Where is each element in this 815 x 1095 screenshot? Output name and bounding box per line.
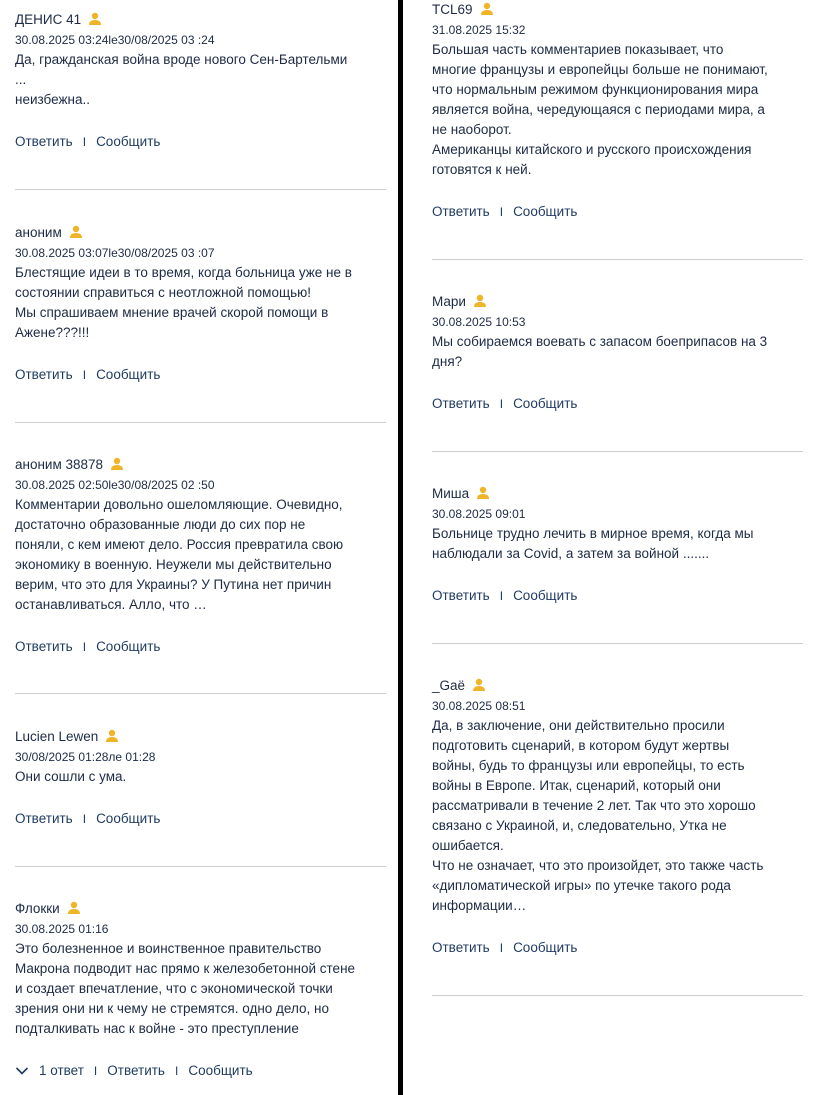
comment-author[interactable]: ДЕНИС 41 xyxy=(15,11,82,27)
user-icon xyxy=(473,294,487,308)
actions-separator: I xyxy=(174,1063,179,1078)
report-link[interactable]: Сообщить xyxy=(513,204,578,219)
reply-link[interactable]: Ответить xyxy=(432,588,490,603)
comment-text: Комментарии довольно ошеломляющие. Очевидно, достаточно образованные люди до сих пор не поняли, с кем имеют дело. Россия превратила свою экономику в военную. Неужели мы действительно верим, что это для Украины? У Путина нет причин останавливаться. Алло, что … xyxy=(15,497,344,612)
actions-separator: I xyxy=(499,588,504,603)
user-icon xyxy=(472,678,486,692)
comment-author[interactable]: аноним xyxy=(15,224,62,240)
comment-date: 31.08.2025 15:32 xyxy=(432,23,526,37)
comment xyxy=(432,292,804,372)
column-divider xyxy=(398,0,403,1095)
reply-link[interactable]: Ответить xyxy=(15,639,73,654)
comment-text: Они сошли с ума. xyxy=(15,769,127,784)
actions-separator: I xyxy=(499,940,504,955)
comment-divider xyxy=(432,451,803,452)
comment xyxy=(15,455,387,615)
actions-separator: I xyxy=(82,134,87,149)
comment-divider xyxy=(15,422,386,423)
actions-separator: I xyxy=(499,396,504,411)
reply-link[interactable]: Ответить xyxy=(15,134,73,149)
user-icon xyxy=(69,225,83,239)
comment-actions xyxy=(432,940,577,955)
comment-date: 30.08.2025 03:07le30/08/2025 03 :07 xyxy=(15,246,215,260)
chevron-down-icon[interactable] xyxy=(15,1066,29,1076)
comment xyxy=(432,676,804,916)
reply-link[interactable]: Ответить xyxy=(432,940,490,955)
comment-date: 30.08.2025 08:51 xyxy=(432,699,526,713)
comment-author[interactable]: Lucien Lewen xyxy=(15,728,99,744)
comment-author[interactable]: TCL69 xyxy=(432,1,473,17)
comment-actions xyxy=(15,134,160,149)
report-link[interactable]: Сообщить xyxy=(96,811,161,826)
report-link[interactable]: Сообщить xyxy=(96,639,161,654)
comment xyxy=(15,899,387,1039)
user-icon xyxy=(476,486,490,500)
reply-link[interactable]: Ответить xyxy=(432,396,490,411)
comment xyxy=(432,0,804,180)
comment-date: 30/08/2025 01:28ле 01:28 xyxy=(15,750,156,764)
comment-actions xyxy=(432,588,577,603)
reply-link[interactable]: Ответить xyxy=(107,1063,165,1078)
comment-date: 30.08.2025 03:24le30/08/2025 03 :24 xyxy=(15,33,215,47)
comment xyxy=(432,484,804,564)
comment-date: 30.08.2025 10:53 xyxy=(432,315,526,329)
report-link[interactable]: Сообщить xyxy=(188,1063,253,1078)
comment-actions xyxy=(432,396,577,411)
comment-actions xyxy=(15,1063,253,1078)
comment-author[interactable]: Миша xyxy=(432,485,470,501)
comment-text: Да, в заключение, они действительно просили подготовить сценарий, в котором будут жертвы войны, будь то французы или европейцы, то есть войны в Европе. Итак, сценарий, который они рассматривали в течение 2 лет. Так что это хорошо связано с Украиной, и, следовательно, Утка не ошибается. Что не означает, что это произойдет, это также часть «дипломатической игры» по утечке такого рода информации… xyxy=(432,718,764,913)
comment-author[interactable]: Флокки xyxy=(15,900,60,916)
reply-link[interactable]: Ответить xyxy=(432,204,490,219)
comment-text: Это болезненное и воинственное правительство Макрона подводит нас прямо к железобетонной стене и создает впечатление, что с экономической точки зрения они ни к чему не стремятся. одно дело, но подталкивать нас к войне - это преступление xyxy=(15,941,356,1036)
comment-actions xyxy=(15,639,160,654)
actions-separator: I xyxy=(82,639,87,654)
comment-actions xyxy=(15,367,160,382)
reply-link[interactable]: Ответить xyxy=(15,367,73,382)
comment-author[interactable]: _Gaë xyxy=(432,677,466,693)
report-link[interactable]: Сообщить xyxy=(513,940,578,955)
user-icon xyxy=(110,457,124,471)
comment-divider xyxy=(432,643,803,644)
comment-date: 30.08.2025 02:50le30/08/2025 02 :50 xyxy=(15,478,215,492)
comment-text: Мы собираемся воевать с запасом боеприпасов на 3 дня? xyxy=(432,334,768,369)
report-link[interactable]: Сообщить xyxy=(96,134,161,149)
report-link[interactable]: Сообщить xyxy=(96,367,161,382)
comment-divider xyxy=(432,995,803,996)
user-icon xyxy=(88,12,102,26)
actions-separator: I xyxy=(82,367,87,382)
comment-divider xyxy=(15,189,386,190)
actions-separator: I xyxy=(499,204,504,219)
comment-actions xyxy=(15,811,160,826)
comment-date: 30.08.2025 09:01 xyxy=(432,507,526,521)
comment-divider xyxy=(15,693,386,694)
actions-separator: I xyxy=(82,811,87,826)
comment-text: Блестящие идеи в то время, когда больница уже не в состоянии справиться с неотложной помощью! Мы спрашиваем мнение врачей скорой помощи в Ажене???!!! xyxy=(15,265,352,340)
comment-divider xyxy=(432,259,803,260)
comment-text: Да, гражданская война вроде нового Сен-Бартельми ... неизбежна.. xyxy=(15,52,348,107)
comment-divider xyxy=(15,866,386,867)
user-icon xyxy=(105,729,119,743)
comment xyxy=(15,10,387,110)
report-link[interactable]: Сообщить xyxy=(513,396,578,411)
user-icon xyxy=(480,2,494,16)
user-icon xyxy=(67,901,81,915)
reply-link[interactable]: Ответить xyxy=(15,811,73,826)
comment xyxy=(15,223,387,343)
comment-actions xyxy=(432,204,577,219)
replies-toggle[interactable]: 1 ответ xyxy=(39,1063,84,1078)
comment xyxy=(15,727,387,787)
comment-author[interactable]: Мари xyxy=(432,293,466,309)
comment-date: 30.08.2025 01:16 xyxy=(15,922,109,936)
comment-text: Большая часть комментариев показывает, что многие французы и европейцы больше не понимают, что нормальным режимом функционирования мира является война, чередующаяся с периодами мира, а не наоборот. Американцы китайского и русского происхождения готовятся к ней. xyxy=(432,42,768,177)
report-link[interactable]: Сообщить xyxy=(513,588,578,603)
actions-separator: I xyxy=(93,1063,98,1078)
comment-text: Больнице трудно лечить в мирное время, когда мы наблюдали за Covid, а затем за войной ....... xyxy=(432,526,754,561)
comment-author[interactable]: аноним 38878 xyxy=(15,456,104,472)
